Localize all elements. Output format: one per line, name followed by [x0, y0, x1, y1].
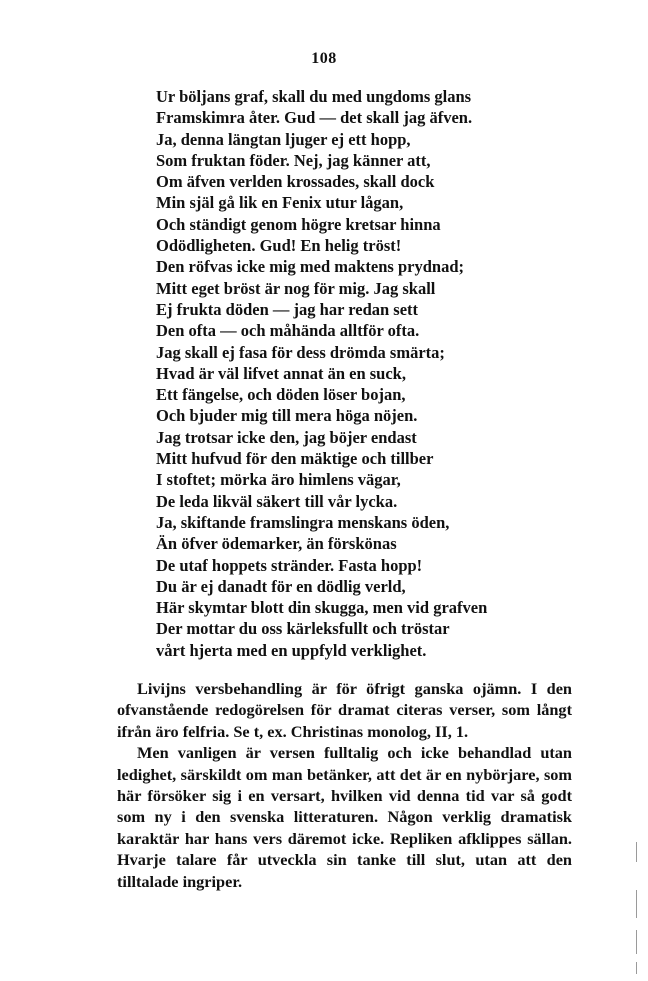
scan-edge-mark — [636, 842, 637, 862]
poem-line: Hvad är väl lifvet annat än en suck, — [156, 363, 406, 383]
poem-line: Som fruktan föder. Nej, jag känner att, — [156, 150, 431, 170]
poem-line: Ja, skiftande framslingra menskans öden, — [156, 512, 450, 532]
poem-line: Mitt hufvud för den mäktige och tillber — [156, 449, 434, 469]
paragraph: Livijns versbehandling är för öfrigt ganska ojämn. I den ofvanstående redogörelsen för dramat citeras verser, som långt ifrån äro felfria. Se t, ex. Christinas monolog, II, 1. — [117, 679, 572, 741]
poem-line: Här skymtar blott din skugga, men vid grafven — [156, 598, 488, 618]
poem-line: Der mottar du oss kärleksfullt och tröstar — [156, 619, 450, 639]
poem-line: I stoftet; mörka äro himlens vägar, — [156, 470, 401, 490]
poem-line: Framskimra åter. Gud — det skall jag äfven. — [156, 108, 473, 128]
poem-line: Jag skall ej fasa för dess drömda smärta; — [156, 342, 445, 362]
poem-line: Ja, denna längtan ljuger ej ett hopp, — [156, 129, 411, 149]
poem-line: Om äfven verlden krossades, skall dock — [156, 172, 435, 192]
poem-line: Mitt eget bröst är nog för mig. Jag skall — [156, 278, 436, 298]
scan-edge-mark — [636, 930, 637, 954]
poem-line: Ur böljans graf, skall du med ungdoms glans — [156, 87, 472, 106]
poem-line: Än öfver ödemarker, än förskönas — [156, 534, 397, 554]
poem-line: Jag trotsar icke den, jag böjer endast — [156, 427, 417, 447]
poem-line: Den ofta — och måhända alltför ofta. — [156, 321, 420, 341]
poem-line: Du är ej danadt för en dödlig verld, — [156, 576, 406, 596]
poem-line: Min själ gå lik en Fenix utur lågan, — [156, 193, 404, 213]
poem-line: Den röfvas icke mig med maktens prydnad; — [156, 257, 464, 277]
poem-line: Och ständigt genom högre kretsar hinna — [156, 214, 441, 234]
poem-line: De leda likväl säkert till vår lycka. — [156, 491, 398, 511]
poem-line: De utaf hoppets stränder. Fasta hopp! — [156, 555, 423, 575]
prose-block — [117, 678, 572, 892]
poem-line: Odödligheten. Gud! En helig tröst! — [156, 236, 402, 256]
scan-edge-mark — [636, 890, 637, 918]
poem-line: Ej frukta döden — jag har redan sett — [156, 299, 419, 319]
poem-line: Ett fängelse, och döden löser bojan, — [156, 385, 406, 405]
poem-line: Och bjuder mig till mera höga nöjen. — [156, 406, 418, 426]
poem-line: vårt hjerta med en uppfyld verklighet. — [156, 640, 427, 660]
scan-edge-mark — [636, 962, 637, 974]
page-number: 108 — [311, 50, 337, 67]
poem-block — [156, 86, 556, 661]
paragraph: Men vanligen är versen fulltalig och icke behandlad utan ledighet, särskildt om man betänker, att det är en nybörjare, som här försöker sig i en versart, hvilken vid denna tid var så godt som ny i den svenska litteraturen. Någon verklig dramatisk karaktär har hans vers däremot icke. Repliken afklippes sällan. Hvarje talare får utveckla sin tanke till slut, utan att den tilltalade ingriper. — [117, 743, 572, 891]
